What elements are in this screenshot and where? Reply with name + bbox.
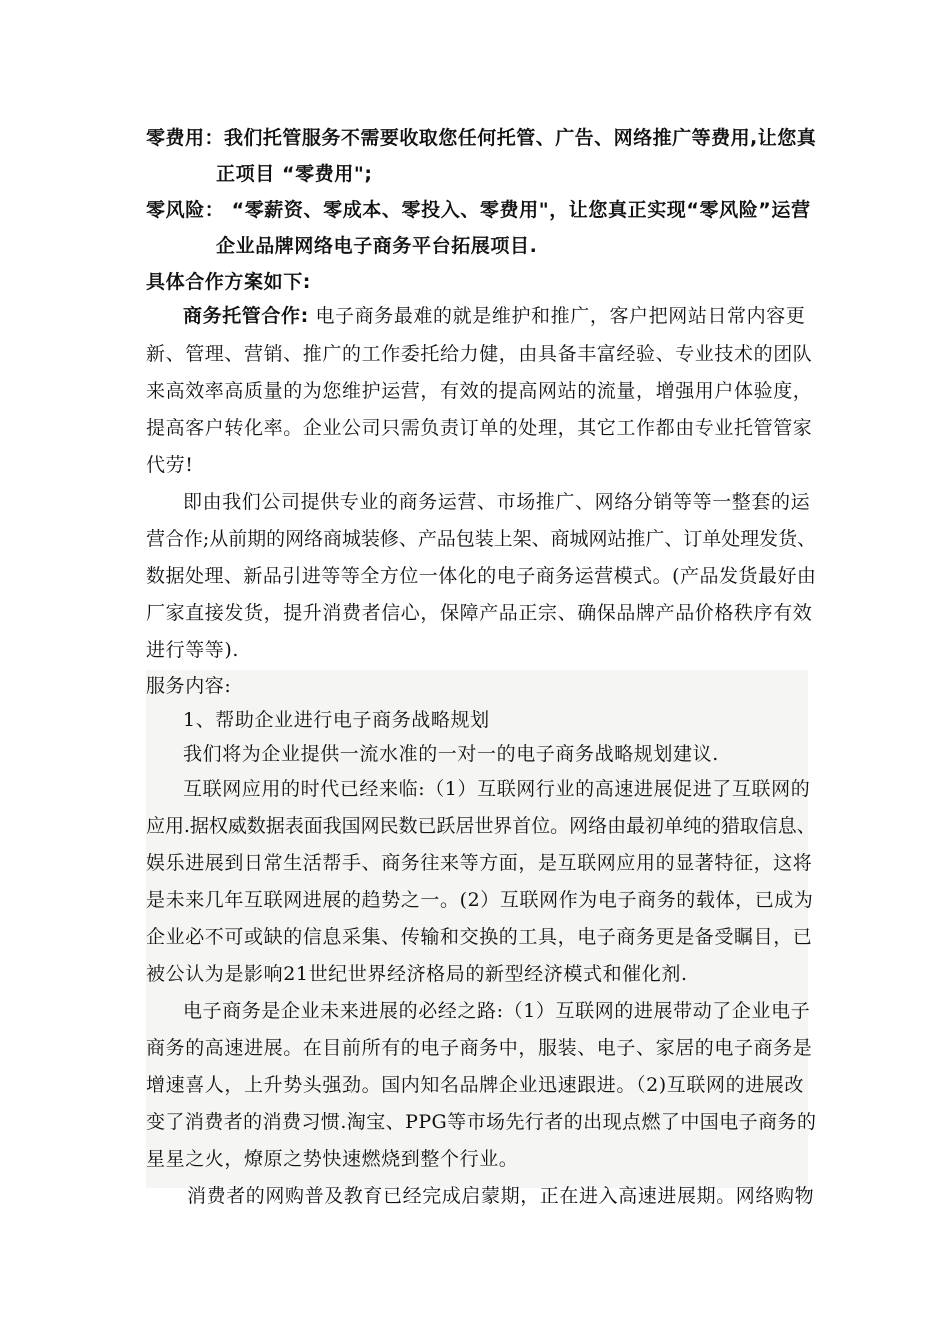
service-title: 服务内容: xyxy=(146,675,232,697)
internet-line: 是未来几年互联网进展的趋势之一。(2）互联网作为电子商务的载体，已成为 xyxy=(146,889,814,911)
operation-line: 厂家直接发货，提升消费者信心，保障产品正宗、确保品牌产品价格秩序有效 xyxy=(146,602,813,624)
hosting-line: 提高客户转化率。企业公司只需负责订单的处理，其它工作都由专业托管管家 xyxy=(146,417,813,439)
operation-line: 即由我们公司提供专业的商务运营、市场推广、网络分销等等一整套的运 xyxy=(183,491,811,513)
operation-line: 进行等等). xyxy=(146,639,240,661)
ecommerce-line: 商务的高速进展。在目前所有的电子商务中，服装、电子、家居的电子商务是 xyxy=(146,1037,813,1059)
service-intro: 我们将为企业提供一流水准的一对一的电子商务战略规划建议. xyxy=(183,743,719,765)
operation-line: 营合作;从前期的网络商城装修、产品包装上架、商城网站推广、订单处理发货、 xyxy=(146,528,817,550)
internet-line: 企业必不可或缺的信息采集、传输和交换的工具，电子商务更是备受瞩目，已 xyxy=(146,926,813,948)
service-item-1: 1、帮助企业进行电子商务战略规划 xyxy=(183,709,490,731)
ecommerce-line: 电子商务是企业未来进展的必经之路:（1）互联网的进展带动了企业电子 xyxy=(183,1000,811,1022)
consumer-line: 消费者的网购普及教育已经完成启蒙期，正在进入高速进展期。网络购物 xyxy=(187,1185,815,1207)
internet-line: 被公认为是影响21世纪世界经济格局的新型经济模式和催化剂. xyxy=(146,963,688,985)
cooperation-heading: 具体合作方案如下: xyxy=(146,271,311,293)
hosting-line: 来高效率高质量的为您维护运营，有效的提高网站的流量，增强用户体验度， xyxy=(146,380,813,402)
internet-line: 互联网应用的时代已经来临:（1）互联网行业的高速进展促进了互联网的 xyxy=(183,778,811,800)
zero-risk-line-2: 企业品牌网络电子商务平台拓展项目. xyxy=(216,235,538,257)
ecommerce-line: 星星之火，燎原之势快速燃烧到整个行业。 xyxy=(146,1148,519,1170)
hosting-line: 新、管理、营销、推广的工作委托给力健，由具备丰富经验、专业技术的团队 xyxy=(146,343,813,365)
zero-cost-line-1: 零费用：我们托管服务不需要收取您任何托管、广告、网络推广等费用,让您真 xyxy=(146,127,817,149)
operation-line: 数据处理、新品引进等等全方位一体化的电子商务运营模式。(产品发货最好由 xyxy=(146,565,817,587)
internet-line: 娱乐进展到日常生活帮手、商务往来等方面，是互联网应用的显著特征，这将 xyxy=(146,852,813,874)
zero-risk-line-1: 零风险： “零薪资、零成本、零投入、零费用"，让您真正实现“零风险”运营 xyxy=(146,199,811,221)
hosting-label: 商务托管合作: xyxy=(183,305,309,327)
hosting-line: 代劳! xyxy=(146,454,194,476)
internet-line: 应用.据权威数据表面我国网民数已跃居世界首位。网络由最初单纯的猎取信息、 xyxy=(146,815,816,837)
ecommerce-line: 增速喜人，上升势头强劲。国内知名品牌企业迅速跟进。（2)互联网的进展改 xyxy=(146,1074,805,1096)
zero-cost-line-2: 正项目 “零费用"; xyxy=(216,163,373,185)
hosting-paragraph-first-line xyxy=(183,304,805,328)
hosting-first-text: 电子商务最难的就是维护和推广，客户把网站日常内容更 xyxy=(315,305,806,327)
ecommerce-line: 变了消费者的消费习惯.淘宝、PPG等市场先行者的出现点燃了中国电子商务的 xyxy=(146,1111,817,1133)
